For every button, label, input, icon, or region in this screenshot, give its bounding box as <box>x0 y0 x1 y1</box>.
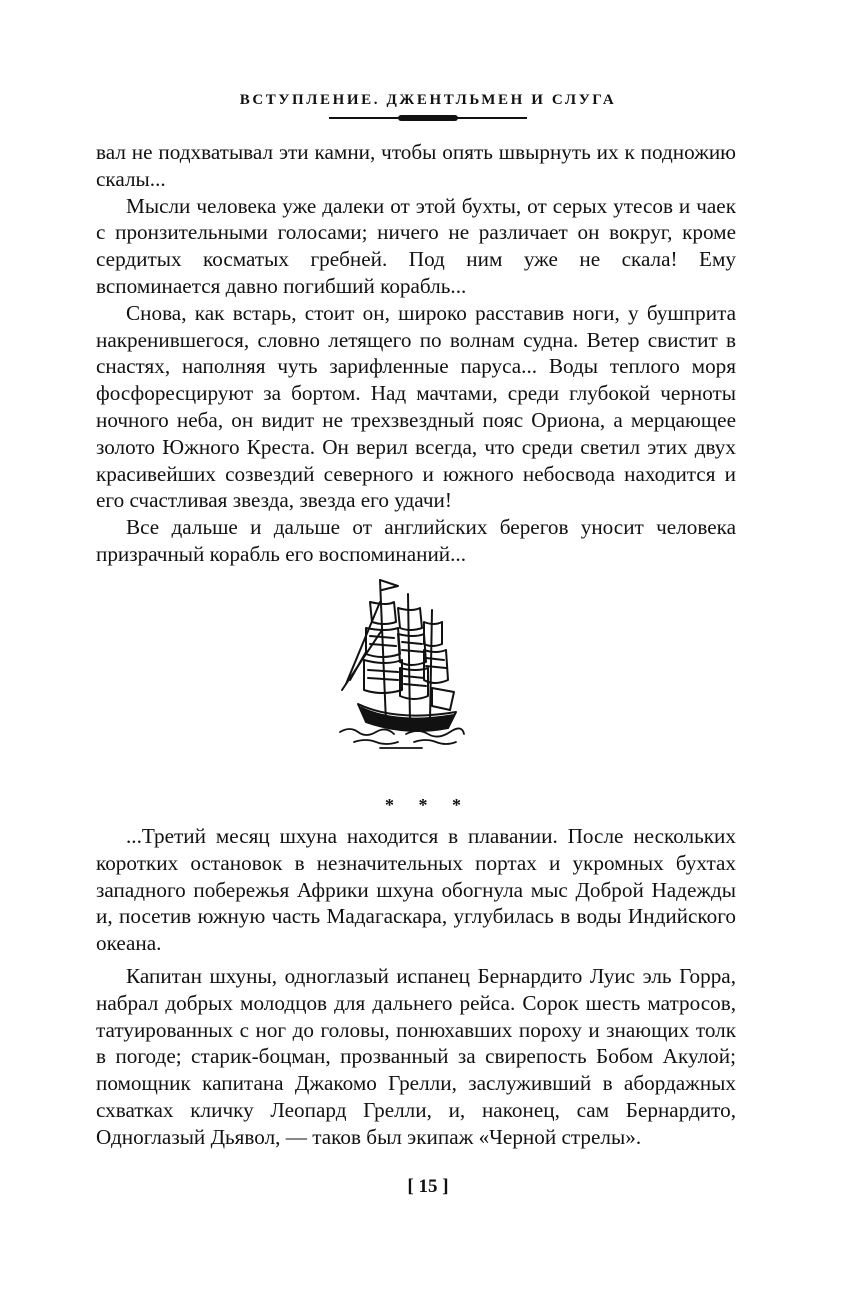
paragraph: Мысли человека уже далеки от этой бухты, от серых утесов и чаек с пронзительными голосами; ничего не различает он вокруг, кроме сердитых косматых гребней. Под ним уже не скала! Ему вспоминается давно погибший корабль... <box>96 193 736 298</box>
paragraph: Снова, как встарь, стоит он, широко расставив ноги, у бушприта накренившегося, словно летящего по волнам судна. Ветер свистит в снастях, наполняя чуть зарифленные паруса... Воды теплого моря фосфоресцируют за бортом. Над мачтами, среди глубокой черноты ночного неба, он видит не трехзвездный пояс Ориона, а мерцающее золото Южного Креста. Он верил всегда, что среди светил этих двух красивейших созвездий северного и южного небосвода находится и его счастливая звезда, звезда его удачи! <box>96 300 736 513</box>
sailing-ship-icon <box>336 572 466 750</box>
running-head: ВСТУПЛЕНИЕ. ДЖЕНТЛЬМЕН И СЛУГА <box>239 92 617 108</box>
paragraph: вал не подхватывал эти камни, чтобы опять швырнуть их к подножию скалы... <box>96 140 736 191</box>
section-separator: * * * <box>385 795 471 815</box>
paragraph: Все дальше и дальше от английских берегов уносит человека призрачный корабль его воспоминаний... <box>96 515 736 566</box>
paragraph: ...Третий месяц шхуна находится в плавании. После нескольких коротких остановок в незначительных портах и укромных бухтах западного побережья Африки шхуна обогнула мыс Доброй Надежды и, посетив южную часть Мадагаскара, углубилась в воды Индийского океана. <box>96 824 736 956</box>
header-rule-ornament <box>398 115 458 121</box>
page-number: [ 15 ] <box>407 1176 449 1197</box>
paragraph: Капитан шхуны, одноглазый испанец Бернардито Луис эль Горра, набрал добрых молодцов для дальнего рейса. Сорок шесть матросов, татуированных с ног до головы, понюхавших пороху и знающих толк в погоде; старик-боцман, прозванный за свирепость Бобом Акулой; помощник капитана Джакомо Грелли, заслуживший в абордажных схватках кличку Леопард Грелли, и, наконец, сам Бернардито, Одноглазый Дьявол, — таков был экипаж «Черной стрелы». <box>96 963 736 1149</box>
text-section-1 <box>96 139 736 568</box>
text-section-2 <box>96 823 736 1151</box>
